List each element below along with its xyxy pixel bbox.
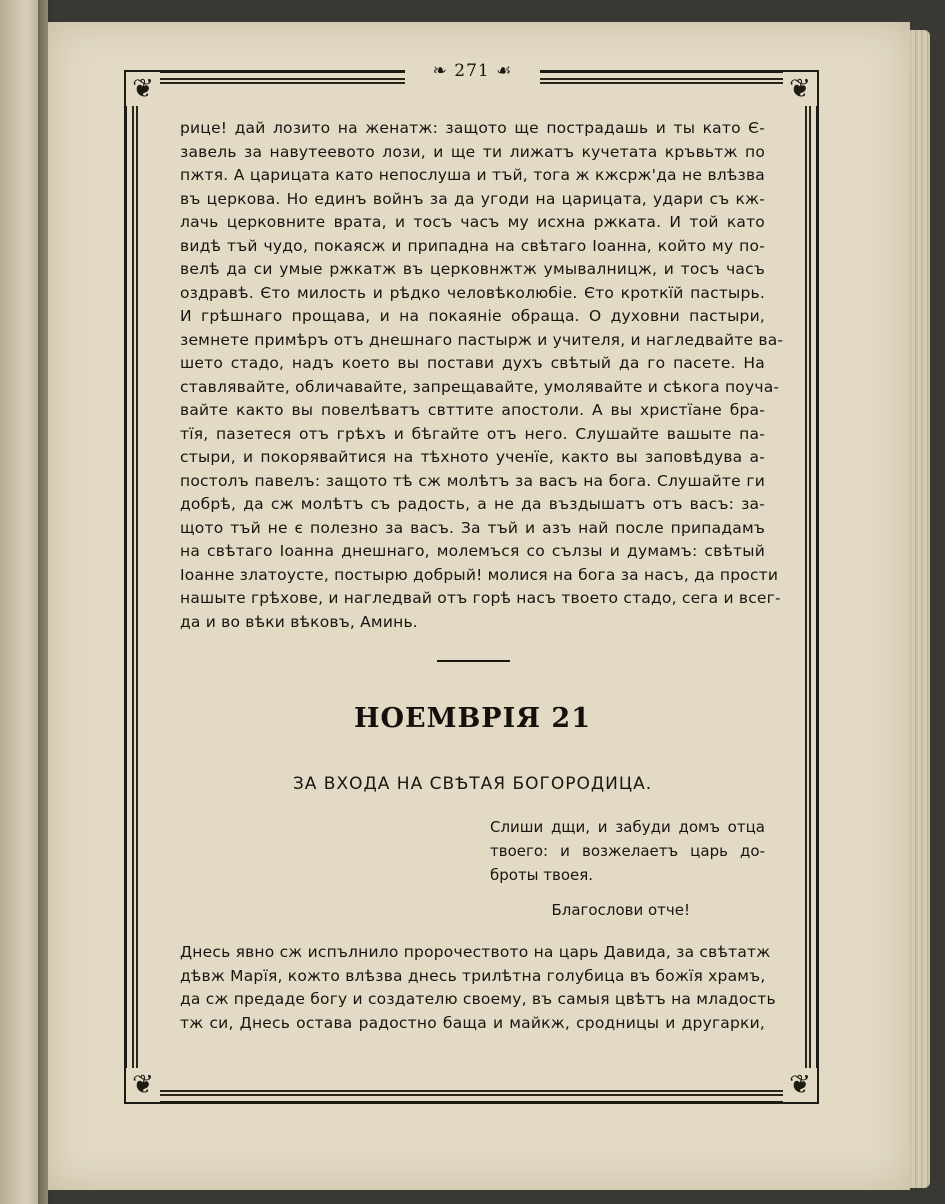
corner-ornament-icon: ❦: [783, 72, 817, 106]
text-line: Днесь явно сж испълнило пророчеството на царь Давида, за свѣтатж: [180, 943, 771, 961]
text-line: пжтя. А царицата като непослуша и тъй, тога ж кжсрж'да не влѣзва: [180, 166, 765, 184]
text-line: да и во вѣки вѣковъ, Аминь.: [180, 612, 418, 631]
sermon-conclusion-paragraph: [180, 117, 784, 634]
section-subheading: ЗА ВХОДА НА СВѢТАЯ БОГОРОДИЦА.: [292, 774, 653, 794]
epigraph-line: Слиши дщи, и забуди домъ отца: [490, 818, 765, 836]
text-line: видѣ тъй чудо, покаясж и припадна на свѣтаго Іоанна, който му по-: [180, 236, 765, 255]
text-line: земнете примѣръ отъ днешнаго пастырж и учителя, и нагледвайте ва-: [180, 330, 784, 349]
section-divider: [437, 660, 510, 662]
epigraph: [490, 815, 765, 887]
text-line: стыри, и покорявайтися на тѣхното ученїе, както вы заповѣдува а-: [180, 448, 765, 466]
text-line: на свѣтаго Іоанна днешнаго, молемъся со сълзы и думамъ: свѣтый: [180, 542, 765, 560]
text-line: рице! дай лозито на женатж: защото ще пострадашь и ты като Є-: [180, 119, 765, 137]
corner-ornament-icon: ❦: [126, 1068, 160, 1102]
epigraph-line: твоего: и возжелаетъ царь до-: [490, 842, 765, 860]
text-line: Іоанне златоусте, постырю добрый! молися на бога за насъ, да прости: [180, 565, 779, 584]
text-line: ставлявайте, обличавайте, запрещавайте, умолявайте и сѣкога поуча-: [180, 377, 780, 396]
page-number: 271: [454, 61, 490, 81]
text-line: въ церкова. Но единъ войнъ за да угоди на царицата, удари съ кж-: [180, 189, 765, 208]
text-line: да сж предаде богу и создателю своему, въ самыя цвѣтъ на младость: [180, 990, 776, 1008]
text-line: вайте както вы повелѣватъ свттите апостоли. А вы христїане бра-: [180, 401, 765, 419]
blessing-line: Благослови отче!: [551, 901, 690, 919]
text-line: И грѣшнаго прощава, и на покаяніе обраща. О духовни пастыри,: [180, 307, 765, 325]
text-line: дѣвж Марїя, кожто влѣзва днесь трилѣтна голубица въ божїя храмъ,: [180, 966, 766, 985]
leaf-ornament-left-icon: ❧: [432, 61, 455, 81]
text-line: щото тъй не є полезно за васъ. За тъй и азъ най после припадамъ: [180, 518, 765, 537]
section-heading: НОЕМВРІЯ 21: [353, 703, 592, 734]
text-line: оздравѣ. Єто милость и рѣдко человѣколюбіе. Єто кроткїй пастырь.: [180, 283, 765, 302]
text-line: завель за навутеевото лози, и ще ти лижатъ кучетата кръвьтж по: [180, 142, 765, 161]
text-line: постолъ павелъ: защото тѣ сж молѣтъ за васъ на бога. Слушайте ги: [180, 471, 765, 490]
homily-opening-paragraph: [180, 941, 776, 1035]
text-line: тїя, пазетеся отъ грѣхъ и бѣгайте отъ него. Слушайте вашыте па-: [180, 424, 765, 443]
corner-ornament-icon: ❦: [783, 1068, 817, 1102]
epigraph-line: броты твоея.: [490, 866, 594, 884]
text-line: добрѣ, да сж молѣтъ съ радость, а не да въздышатъ отъ васъ: за-: [180, 495, 765, 513]
text-line: шето стадо, надъ което вы постави духъ свѣтый да го пасете. На: [180, 354, 765, 372]
leaf-ornament-right-icon: ☙: [489, 61, 513, 81]
page-number-header: [405, 58, 540, 84]
text-line: велѣ да си умые ржкатж въ церковнжтж умывалницж, и тосъ часъ: [180, 260, 765, 278]
text-line: лачь церковните врата, и тосъ часъ му исхна ржката. И той като: [180, 213, 765, 231]
corner-ornament-icon: ❦: [126, 72, 160, 106]
text-line: нашыте грѣхове, и нагледвай отъ горѣ насъ твоето стадо, сега и всег-: [180, 589, 781, 607]
text-line: тж си, Днесь остава радостно баща и майкж, сродницы и другарки,: [180, 1013, 765, 1032]
